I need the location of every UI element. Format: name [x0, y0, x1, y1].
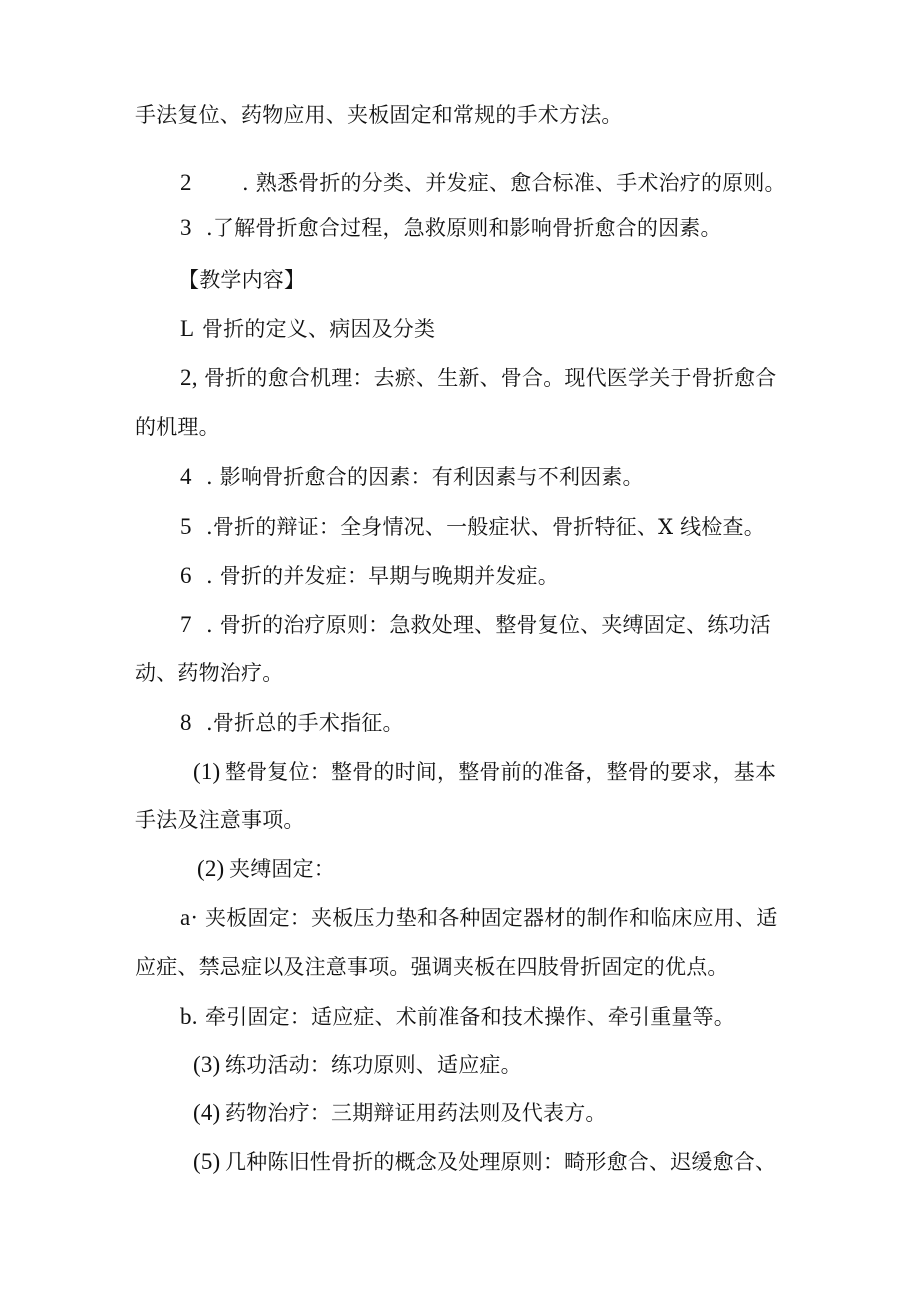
- item-number: 6: [180, 563, 192, 588]
- line-text: 夹缚固定：: [229, 857, 335, 881]
- line-text: . 骨折的并发症：早期与晚期并发症。: [206, 564, 559, 588]
- item-number: b.: [180, 1004, 198, 1029]
- section-title: 【教学内容】: [178, 268, 306, 292]
- line-text: 整骨复位：整骨的时间，整骨前的准备，整骨的要求，基本: [225, 760, 777, 784]
- line-text: .骨折总的手术指征。: [206, 711, 404, 735]
- line-text: 骨折的愈合机理：去瘀、生新、骨合。现代医学关于骨折愈合: [204, 366, 777, 390]
- section-heading: [178, 266, 305, 294]
- objective-2: [180, 169, 786, 197]
- item-number: (4): [193, 1100, 221, 1125]
- item-number: a·: [180, 905, 199, 930]
- subitem-3: [193, 1051, 522, 1079]
- content-item-7-continued: [135, 659, 283, 687]
- item-number: (1): [193, 759, 221, 784]
- content-item-5: [180, 513, 765, 541]
- item-number: 3: [180, 215, 192, 240]
- item-number: (3): [193, 1052, 221, 1077]
- subitem-a-continued: [135, 953, 729, 981]
- item-number: (5): [193, 1149, 221, 1174]
- item-number: 8: [180, 710, 192, 735]
- subitem-4: [193, 1099, 607, 1127]
- line-text: 动、药物治疗。: [135, 661, 284, 685]
- line-text: . 熟悉骨折的分类、并发症、愈合标准、手术治疗的原则。: [242, 171, 786, 195]
- content-item-2: [180, 364, 776, 392]
- content-item-6: [180, 562, 559, 590]
- content-item-8: [180, 709, 404, 737]
- line-text: 应症、禁忌症以及注意事项。强调夹板在四肢骨折固定的优点。: [135, 955, 729, 979]
- line-text: . 骨折的治疗原则：急救处理、整骨复位、夹缚固定、练功活: [206, 613, 771, 637]
- text-line-1: [135, 101, 623, 129]
- line-text: .骨折的辩证：全身情况、一般症状、骨折特征、X 线检查。: [206, 515, 765, 539]
- subitem-2: [197, 855, 335, 883]
- subitem-1: [193, 758, 776, 786]
- content-item-7: [180, 611, 771, 639]
- subitem-5: [193, 1148, 776, 1176]
- item-number: L: [180, 316, 195, 341]
- line-text: . 影响骨折愈合的因素：有利因素与不利因素。: [206, 465, 644, 489]
- line-text: 手法复位、药物应用、夹板固定和常规的手术方法。: [135, 103, 623, 127]
- line-text: 牵引固定：适应症、术前准备和技术操作、牵引重量等。: [205, 1005, 735, 1029]
- line-text: 练功活动：练功原则、适应症。: [225, 1053, 522, 1077]
- item-number: 4: [180, 464, 192, 489]
- content-item-2-continued: [135, 413, 220, 441]
- line-text: 药物治疗：三期辩证用药法则及代表方。: [225, 1101, 607, 1125]
- subitem-b: [180, 1003, 735, 1031]
- content-item-1: [180, 315, 435, 343]
- line-text: 手法及注意事项。: [135, 808, 305, 832]
- line-text: 几种陈旧性骨折的概念及处理原则：畸形愈合、迟缓愈合、: [225, 1150, 777, 1174]
- objective-3: [180, 214, 722, 242]
- item-number: (2): [197, 856, 225, 881]
- subitem-1-continued: [135, 806, 305, 834]
- item-number: 2: [180, 170, 192, 195]
- content-item-4: [180, 463, 644, 491]
- line-text: .了解骨折愈合过程，急救原则和影响骨折愈合的因素。: [206, 216, 722, 240]
- item-number: 5: [180, 514, 192, 539]
- subitem-a: [180, 904, 777, 932]
- line-text: 骨折的定义、病因及分类: [202, 317, 436, 341]
- item-number: 7: [180, 612, 192, 637]
- line-text: 夹板固定：夹板压力垫和各种固定器材的制作和临床应用、适: [205, 906, 778, 930]
- line-text: 的机理。: [135, 415, 220, 439]
- item-number: 2,: [180, 365, 198, 390]
